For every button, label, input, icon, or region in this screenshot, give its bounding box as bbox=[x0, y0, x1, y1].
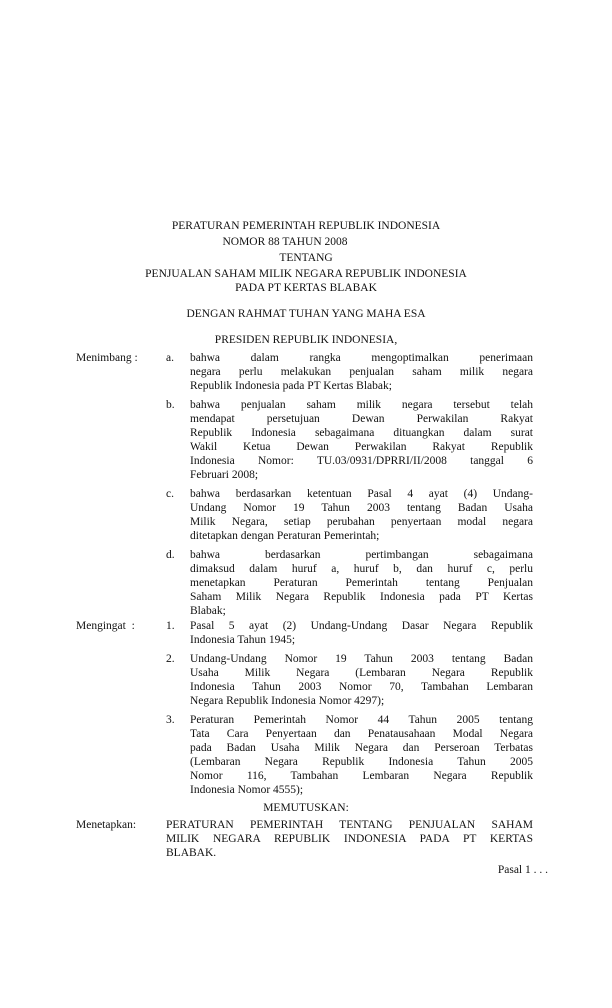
item-marker: 2. bbox=[166, 653, 175, 665]
item-marker: b. bbox=[166, 399, 175, 411]
item-text-line: Usaha Milik Negara (Lembaran Negara Republik bbox=[190, 667, 533, 679]
item-text-line: Indonesia Nomor: TU.03/0931/DPRRI/II/2008 tanggal 6 bbox=[190, 455, 533, 467]
item-marker: 1. bbox=[166, 620, 175, 632]
item-text-line: Indonesia Tahun 1945; bbox=[190, 634, 296, 646]
mengingat-item bbox=[76, 652, 536, 708]
page-continuation: Pasal 1 . . . bbox=[497, 864, 548, 876]
item-marker: 3. bbox=[166, 714, 175, 726]
item-text-line: Wakil Ketua Dewan Perwakilan Rakyat Republik bbox=[190, 441, 533, 453]
item-text-line: Milik Negara, setiap perubahan penyertaan modal negara bbox=[190, 516, 533, 528]
item-marker: c. bbox=[166, 488, 174, 500]
item-text-line: ditetapkan dengan Peraturan Pemerintah; bbox=[190, 530, 380, 542]
item-text-line: Saham Milik Negara Republik Indonesia pada PT Kertas bbox=[190, 591, 533, 603]
mengingat-section bbox=[76, 619, 536, 797]
president-heading: PRESIDEN REPUBLIK INDONESIA, bbox=[214, 334, 398, 346]
item-text-line: (Lembaran Negara Republik Indonesia Tahun 2005 bbox=[190, 756, 533, 768]
mengingat-item bbox=[76, 619, 536, 647]
item-text-line: Februari 2008; bbox=[190, 469, 259, 481]
item-text-line: Blabak; bbox=[190, 605, 226, 617]
mengingat-item bbox=[76, 713, 536, 797]
item-text-line: pada Badan Usaha Milik Negara dan Perseroan Terbatas bbox=[190, 742, 533, 754]
doc-subject-line1: PENJUALAN SAHAM MILIK NEGARA REPUBLIK INDONESIA bbox=[145, 268, 467, 280]
item-text-line: Pasal 5 ayat (2) Undang-Undang Dasar Negara Republik bbox=[190, 620, 533, 632]
item-text-line: Undang-Undang Nomor 19 Tahun 2003 tentang Badan bbox=[190, 653, 533, 665]
decision-text-line: PERATURAN PEMERINTAH TENTANG PENJUALAN SAHAM bbox=[166, 819, 533, 831]
menimbang-item bbox=[76, 398, 536, 482]
item-text-line: menetapkan Peraturan Pemerintah tentang Penjualan bbox=[190, 577, 533, 589]
item-text-line: Tata Cara Penyertaan dan Penatausahaan Modal Negara bbox=[190, 728, 533, 740]
item-text-line: bahwa dalam rangka mengoptimalkan penerimaan bbox=[190, 352, 533, 364]
item-text-line: Undang Nomor 19 Tahun 2003 tentang Badan Usaha bbox=[190, 502, 533, 514]
menetapkan-section bbox=[76, 818, 536, 860]
doc-subject-line2: PADA PT KERTAS BLABAK bbox=[235, 282, 377, 294]
item-text-line: mendapat persetujuan Dewan Perwakilan Rakyat bbox=[190, 413, 533, 425]
item-text-line: dimaksud dalam huruf a, huruf b, dan huruf c, perlu bbox=[190, 563, 533, 575]
menimbang-item bbox=[76, 487, 536, 543]
memutuskan-heading: MEMUTUSKAN: bbox=[263, 802, 349, 814]
item-text-line: bahwa penjualan saham milik negara tersebut telah bbox=[190, 399, 533, 411]
item-text-line: Republik Indonesia pada PT Kertas Blabak; bbox=[190, 380, 392, 392]
item-text-line: Indonesia Nomor 4555); bbox=[190, 784, 304, 796]
item-text-line: Republik Indonesia sebagaimana dituangkan dalam surat bbox=[190, 427, 533, 439]
item-marker: a. bbox=[166, 352, 174, 364]
item-text-line: bahwa berdasarkan ketentuan Pasal 4 ayat (4) Undang- bbox=[190, 488, 533, 500]
menimbang-section bbox=[76, 351, 536, 618]
item-text-line: negara perlu melakukan penjualan saham milik negara bbox=[190, 366, 533, 378]
menimbang-label: Menimbang : bbox=[76, 352, 138, 364]
decision-text-line: BLABAK. bbox=[166, 847, 217, 859]
doc-number: NOMOR 88 TAHUN 2008 bbox=[222, 236, 348, 248]
item-text-line: Indonesia Tahun 2003 Nomor 70, Tambahan Lembaran bbox=[190, 681, 533, 693]
item-text-line: Nomor 116, Tambahan Lembaran Negara Republik bbox=[190, 770, 533, 782]
item-text-line: Peraturan Pemerintah Nomor 44 Tahun 2005 tentang bbox=[190, 714, 533, 726]
item-marker: d. bbox=[166, 549, 175, 561]
doc-title: PERATURAN PEMERINTAH REPUBLIK INDONESIA bbox=[171, 220, 441, 232]
decision-text-line: MILIK NEGARA REPUBLIK INDONESIA PADA PT KERTAS bbox=[166, 833, 533, 845]
menimbang-item bbox=[76, 351, 536, 393]
menetapkan-label: Menetapkan: bbox=[76, 819, 137, 831]
doc-about: TENTANG bbox=[279, 252, 333, 264]
item-text-line: bahwa berdasarkan pertimbangan sebagaimana bbox=[190, 549, 533, 561]
mengingat-label: Mengingat : bbox=[76, 620, 135, 632]
invocation: DENGAN RAHMAT TUHAN YANG MAHA ESA bbox=[186, 308, 426, 320]
menimbang-item bbox=[76, 548, 536, 618]
item-text-line: Negara Republik Indonesia Nomor 4297); bbox=[190, 695, 385, 707]
